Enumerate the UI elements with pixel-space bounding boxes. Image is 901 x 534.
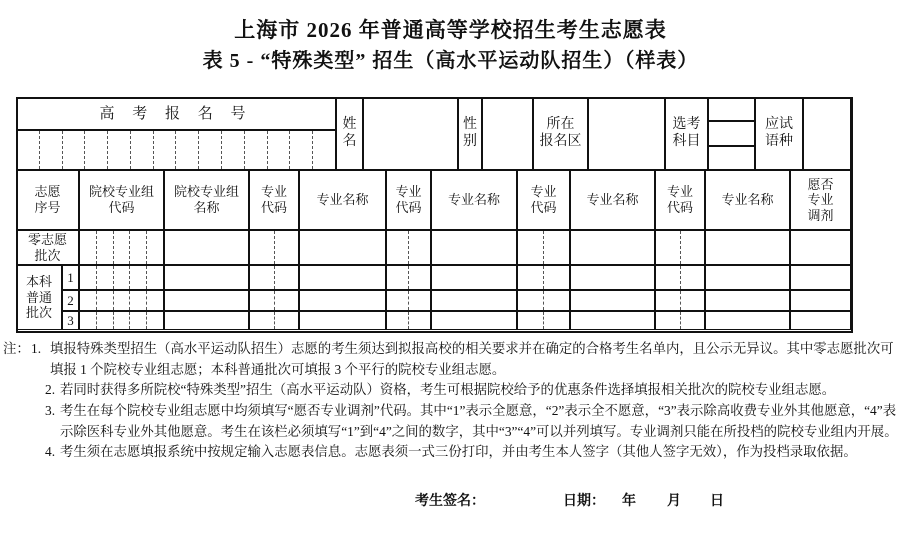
code-digit-box [656,291,680,310]
code-digit-box [146,266,163,289]
major-name-cell-row0 [431,230,517,265]
code-digit-box [543,291,569,310]
major-code-cell-row2 [517,290,570,311]
group-code-cell-row2 [79,290,164,311]
col-major-name-1: 专业名称 [299,170,386,230]
subject-box-3 [708,146,755,170]
major-name-cell-row1 [570,265,655,290]
dashed-compartments [387,312,430,329]
code-digit-box [387,231,408,264]
note-number-1: 1. [31,341,42,356]
note-text-2: 若同时获得多所院校“特殊类型”招生（高水平运动队）资格，考生可根据院校给予的优惠条件选择填报相关批次的院校专业组志愿。 [60,382,836,398]
gender-label: 性别 [458,97,482,170]
code-digit-box [113,231,130,264]
page-title: 上海市 2026 年普通高等学校招生考生志愿表 [234,18,667,42]
code-digit-box [96,231,113,264]
col-major-code-2: 专业 代码 [386,170,431,230]
major-code-cell-row0 [386,230,431,265]
code-digit-box [680,266,705,289]
gender-box [482,97,533,170]
major-code-cell-row2 [386,290,431,311]
language-label-line1: 应试 [765,116,793,132]
day-label: 日 [710,494,724,509]
code-digit-box [274,291,299,310]
code-digit-box [250,231,274,264]
dashed-compartments [518,231,569,264]
zero-batch-label: 零志愿 批次 [16,230,79,265]
volunteer-table [16,97,853,333]
col-group-code: 院校专业组 代码 [79,170,164,230]
code-digit-box [543,266,569,289]
major-code-cell-row0 [517,230,570,265]
year-label: 年 [622,494,636,509]
undergrad-batch-label: 本科 普通 批次 [16,265,62,330]
code-digit-box [274,312,299,329]
exam-id-digit-box [153,131,176,169]
exam-id-digit-box [175,131,198,169]
district-label-line1: 所在 [546,116,575,132]
major-name-cell-row3 [299,311,386,330]
group-code-cell-row1 [79,265,164,290]
exam-id-digit-box [198,131,221,169]
code-digit-box [387,312,408,329]
exam-id-digit-box [62,131,85,169]
exam-id-digit-box [107,131,130,169]
month-label: 月 [667,494,681,509]
code-digit-box [96,312,113,329]
exam-id-digit-box [84,131,107,169]
code-digit-box [680,312,705,329]
note-item-1 [3,339,898,380]
subjects-label-line2: 科目 [672,133,701,149]
col-major-name-3: 专业名称 [570,170,655,230]
note-number-4: 4. [45,444,56,460]
dashed-compartments [656,231,704,264]
code-digit-box [96,291,113,310]
page-subtitle: 表 5 - “特殊类型” 招生（高水平运动队招生）（样表） [202,50,699,72]
code-digit-box [543,231,569,264]
code-digit-box [129,231,146,264]
code-digit-box [96,266,113,289]
code-digit-box [387,266,408,289]
exam-id-digit-box [244,131,267,169]
code-digit-box [250,291,274,310]
date-label: 日期： [563,494,605,509]
code-digit-box [518,231,543,264]
exam-id-digit-box [289,131,312,169]
col-major-name-4: 专业名称 [705,170,790,230]
major-code-cell-row3 [517,311,570,330]
major-code-cell-row2 [655,290,705,311]
code-digit-box [408,266,430,289]
dashed-compartments [250,266,298,289]
col-major-code-4: 专业 代码 [655,170,705,230]
code-digit-box [146,312,163,329]
major-code-cell-row3 [249,311,299,330]
note-text-4: 考生须在志愿填报系统中按规定输入志愿表信息。志愿表须一式三份打印，并由考生本人签字（其他人签字无效），作为投档录取依据。 [60,444,857,460]
code-digit-box [80,231,96,264]
col-adjust: 愿否 专业 调剂 [790,170,851,230]
notes-block [3,339,898,463]
major-name-cell-row0 [570,230,655,265]
code-digit-box [408,231,430,264]
code-digit-box [250,312,274,329]
adjust-cell-row0 [790,230,851,265]
major-name-cell-row1 [705,265,790,290]
major-name-cell-row0 [705,230,790,265]
exam-id-digit-compartments [17,131,335,169]
group-name-cell-row1 [164,265,249,290]
code-digit-box [113,266,130,289]
code-digit-box [274,266,299,289]
note-item-3 [3,401,898,442]
dashed-compartments [250,291,298,310]
col-group-name: 院校专业组 名称 [164,170,249,230]
exam-id-digit-boxes [16,130,336,170]
major-code-cell-row1 [249,265,299,290]
dashed-compartments [80,291,163,310]
dashed-compartments [518,291,569,310]
dashed-compartments [656,266,704,289]
major-name-cell-row2 [705,290,790,311]
code-digit-box [113,291,130,310]
dashed-compartments [656,312,704,329]
note-item-4 [3,442,898,463]
subject-box-1 [708,97,755,121]
major-name-cell-row2 [431,290,517,311]
major-code-cell-row1 [655,265,705,290]
note-text-1: 填报特殊类型招生（高水平运动队招生）志愿的考生须达到拟报高校的相关要求并在确定的合格考生名单内，且公示无异议。其中零志愿批次可填报 1 个院校专业组志愿；本科普通批次可填报 3 个平行的院校专业组志愿。 [50,341,894,377]
code-digit-box [656,312,680,329]
col-major-code-1: 专业 代码 [249,170,299,230]
code-digit-box [146,231,163,264]
exam-id-label: 高 考 报 名 号 [16,97,336,130]
group-name-cell-row3 [164,311,249,330]
dashed-compartments [387,231,430,264]
major-code-cell-row0 [249,230,299,265]
major-name-cell-row1 [299,265,386,290]
subject-box-2 [708,121,755,146]
exam-id-digit-box [221,131,244,169]
name-box [363,97,458,170]
notes-prefix: 注： [3,341,30,356]
exam-id-digit-box [130,131,153,169]
note-item-2 [3,380,898,401]
exam-id-digit-box [312,131,335,169]
adjust-cell-row3 [790,311,851,330]
district-label-line2: 报名区 [539,133,582,149]
group-name-cell-row0 [164,230,249,265]
district-box [588,97,665,170]
major-name-cell-row0 [299,230,386,265]
row-number-1: 1 [62,265,79,290]
adjust-cell-row2 [790,290,851,311]
exam-id-digit-box [39,131,62,169]
subjects-label-line1: 选考 [672,116,701,132]
code-digit-box [543,312,569,329]
note-text-3: 考生在每个院校专业组志愿中均须填写“愿否专业调剂”代码。其中“1”表示全愿意，“2”表示全不愿意，“3”表示除高收费专业外其他愿意，“4”表示除医科专业外其他愿意。考生在该栏必须填写“1”到“4”之间的数字，其中“3”“4”可以并列填写。专业调剂只能在所投档的院校专业组内开展。 [60,402,898,439]
major-name-cell-row2 [570,290,655,311]
code-digit-box [274,231,299,264]
signature-row [0,490,901,512]
dashed-compartments [80,312,163,329]
language-box [803,97,851,170]
major-name-cell-row2 [299,290,386,311]
code-digit-box [656,231,680,264]
row-number-3: 3 [62,311,79,330]
exam-id-digit-box [17,131,39,169]
major-name-cell-row3 [431,311,517,330]
code-digit-box [80,266,96,289]
code-digit-box [680,291,705,310]
major-code-cell-row3 [386,311,431,330]
code-digit-box [518,312,543,329]
code-digit-box [113,312,130,329]
name-label: 姓名 [336,97,363,170]
major-code-cell-row3 [655,311,705,330]
dashed-compartments [518,266,569,289]
code-digit-box [387,291,408,310]
adjust-cell-row1 [790,265,851,290]
code-digit-box [680,231,705,264]
dashed-compartments [518,312,569,329]
code-digit-box [518,266,543,289]
major-name-cell-row3 [570,311,655,330]
code-digit-box [250,266,274,289]
dashed-compartments [80,231,163,264]
group-name-cell-row2 [164,290,249,311]
dashed-compartments [250,231,298,264]
code-digit-box [129,266,146,289]
col-major-name-2: 专业名称 [431,170,517,230]
note-number-3: 3. [45,402,56,418]
language-label [755,97,803,170]
major-name-cell-row1 [431,265,517,290]
row-number-2: 2 [62,290,79,311]
major-code-cell-row1 [386,265,431,290]
language-label-line2: 语种 [765,133,793,149]
dashed-compartments [250,312,298,329]
dashed-compartments [656,291,704,310]
code-digit-box [408,312,430,329]
code-digit-box [656,266,680,289]
col-seq: 志愿 序号 [16,170,79,230]
district-label [533,97,588,170]
group-code-cell-row3 [79,311,164,330]
group-code-cell-row0 [79,230,164,265]
dashed-compartments [387,266,430,289]
exam-id-digit-box [267,131,290,169]
signature-label: 考生签名： [415,494,485,509]
dashed-compartments [80,266,163,289]
code-digit-box [129,291,146,310]
code-digit-box [129,312,146,329]
major-name-cell-row3 [705,311,790,330]
code-digit-box [80,312,96,329]
note-number-2: 2. [45,382,56,398]
col-major-code-3: 专业 代码 [517,170,570,230]
dashed-compartments [387,291,430,310]
code-digit-box [518,291,543,310]
subjects-label [665,97,708,170]
code-digit-box [146,291,163,310]
code-digit-box [408,291,430,310]
major-code-cell-row0 [655,230,705,265]
major-code-cell-row2 [249,290,299,311]
code-digit-box [80,291,96,310]
major-code-cell-row1 [517,265,570,290]
